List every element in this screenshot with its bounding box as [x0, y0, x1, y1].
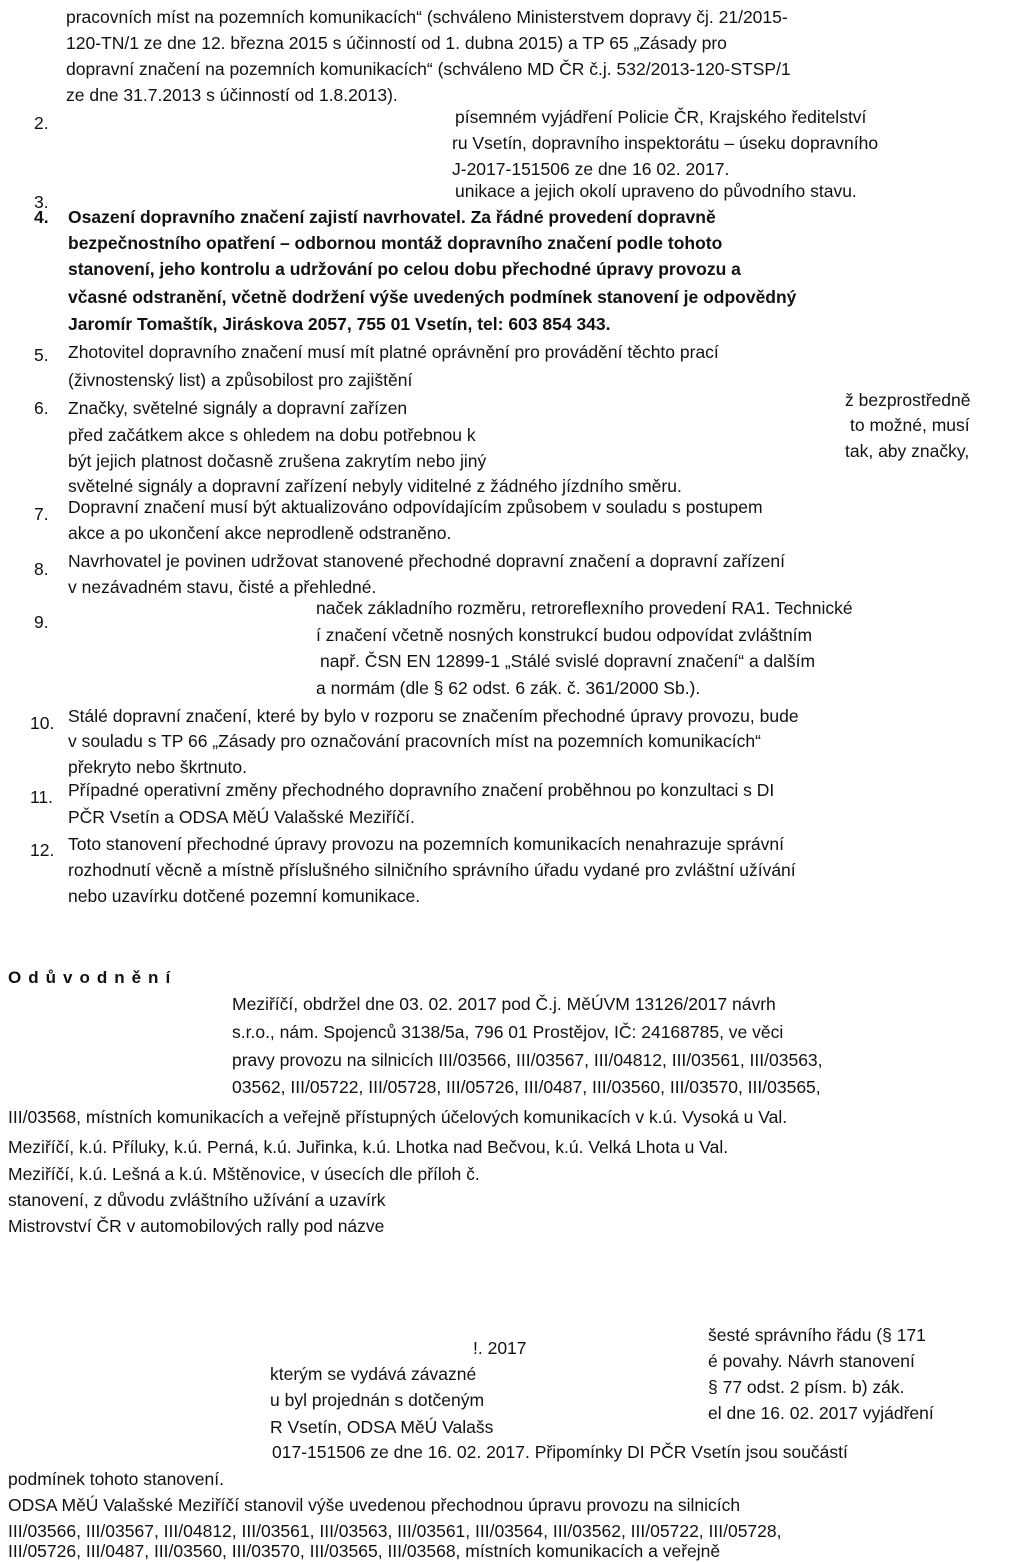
reasoning-line-right: § 77 odst. 2 písm. b) zák. [708, 1377, 905, 1397]
reasoning-line: podmínek tohoto stanovení. [8, 1469, 224, 1489]
item-number: 10. [30, 713, 55, 733]
item2-line: J-2017-151506 ze dne 16 02. 2017. [452, 159, 730, 179]
item8-line: Navrhovatel je povinen udržovat stanovené přechodné dopravní značení a dopravní zařízení [68, 551, 785, 571]
reasoning-line: s.r.o., nám. Spojenců 3138/5a, 796 01 Prostějov, IČ: 24168785, ve věci [232, 1022, 784, 1042]
reasoning-line-right: šesté správního řádu (§ 171 [708, 1325, 926, 1345]
item6-line-right: tak, aby značky, [845, 441, 970, 461]
item11-line: PČR Vsetín a ODSA MěÚ Valašské Meziříčí. [68, 807, 415, 827]
reasoning-line: pravy provozu na silnicích III/03566, III/03567, III/04812, III/03561, III/03563, [232, 1050, 823, 1070]
reasoning-line: stanovení, z důvodu zvláštního užívání a uzavírk [8, 1190, 386, 1210]
item3-line: unikace a jejich okolí upraveno do původního stavu. [455, 181, 857, 201]
item6-line: být jejich platnost dočasně zrušena zakrytím nebo jiný [68, 451, 487, 471]
item4-line: bezpečnostního opatření – odbornou montáž dopravního značení podle tohoto [68, 233, 723, 253]
item6-line-right: to možné, musí [850, 415, 970, 435]
item4-line: včasné odstranění, včetně dodržení výše uvedených podmínek stanovení je odpovědný [68, 287, 797, 307]
item9-line: např. ČSN EN 12899-1 „Stálé svislé dopravní značení“ a dalším [320, 651, 816, 671]
item-number: 11. [30, 787, 54, 807]
item6-line: světelné signály a dopravní zařízení nebyly viditelné z žádného jízdního směru. [68, 476, 682, 496]
item-number: 5. [34, 345, 49, 365]
reasoning-line: 017-151506 ze dne 16. 02. 2017. Připomínky DI PČR Vsetín jsou součástí [272, 1442, 848, 1462]
reasoning-line: kterým se vydává závazné [270, 1364, 477, 1384]
reasoning-line-right: el dne 16. 02. 2017 vyjádření [708, 1403, 934, 1423]
item9-line: naček základního rozměru, retroreflexního provedení RA1. Technické [316, 598, 853, 618]
item1-line: pracovních míst na pozemních komunikacích“ (schváleno Ministerstvem dopravy čj. 21/2015- [66, 7, 788, 27]
item-number: 3. [34, 192, 49, 212]
item12-line: nebo uzavírku dotčené pozemní komunikace. [68, 886, 421, 906]
item-number: 2. [34, 113, 49, 133]
reasoning-line: III/03568, místních komunikacích a veřejně přístupných účelových komunikacích v k.ú. Vysoká u Val. [8, 1107, 788, 1127]
reasoning-line: ODSA MěÚ Valašské Meziříčí stanovil výše uvedenou přechodnou úpravu provozu na silnicích [8, 1495, 741, 1515]
item2-line: písemném vyjádření Policie ČR, Krajského ředitelství [455, 107, 867, 127]
item6-line: Značky, světelné signály a dopravní zařízen [68, 398, 408, 418]
item4-line: Jaromír Tomaštík, Jiráskova 2057, 755 01 Vsetín, tel: 603 854 343. [68, 314, 611, 334]
item10-line: Stálé dopravní značení, které by bylo v rozporu se značením přechodné úpravy provozu, bude [68, 706, 799, 726]
item-number: 7. [34, 504, 49, 524]
reasoning-line: III/05726, III/0487, III/03560, III/03570, III/03565, III/03568, místních komunikacích a veřejně [8, 1541, 721, 1561]
item-number: 4. [34, 207, 49, 227]
reasoning-line: Mistrovství ČR v automobilových rally pod názve [8, 1216, 385, 1236]
reasoning-line: 03562, III/05722, III/05728, III/05726, III/0487, III/03560, III/03570, III/03565, [232, 1077, 821, 1097]
item1-line: dopravní značení na pozemních komunikacích“ (schváleno MD ČR č.j. 532/2013-120-STSP/1 [66, 59, 791, 79]
item4-line: stanovení, jeho kontrolu a udržování po celou dobu přechodné úpravy provozu a [68, 259, 741, 279]
reasoning-line: u byl projednán s dotčeným [270, 1390, 485, 1410]
item8-line: v nezávadném stavu, čisté a přehledné. [68, 577, 377, 597]
item6-line-right: ž bezprostředně [845, 390, 971, 410]
item10-line: v souladu s TP 66 „Zásady pro označování pracovních míst na pozemních komunikacích“ [68, 731, 761, 751]
section-heading: Odůvodnění [8, 968, 178, 987]
item-number: 8. [34, 559, 49, 579]
reasoning-line: Meziříčí, obdržel dne 03. 02. 2017 pod Č.j. MěÚVM 13126/2017 návrh [232, 994, 776, 1014]
item1-line: ze dne 31.7.2013 s účinností od 1.8.2013). [66, 85, 398, 105]
item7-line: Dopravní značení musí být aktualizováno odpovídajícím způsobem v souladu s postupem [68, 497, 763, 517]
reasoning-line: R Vsetín, ODSA MěÚ Valašs [270, 1417, 494, 1437]
reasoning-line-right: é povahy. Návrh stanovení [708, 1351, 915, 1371]
item12-line: rozhodnutí věcně a místně příslušného silničního správního úřadu vydané pro zvláštní užívání [68, 860, 796, 880]
item5-line: (živnostenský list) a způsobilost pro zajištění [68, 370, 413, 390]
item10-line: překryto nebo škrtnuto. [68, 757, 247, 777]
item-number: 9. [34, 612, 49, 632]
reasoning-line: Meziříčí, k.ú. Lešná a k.ú. Mštěnovice, v úsecích dle příloh č. [8, 1164, 480, 1184]
item9-line: a normám (dle § 62 odst. 6 zák. č. 361/2000 Sb.). [316, 678, 701, 698]
item-number: 6. [34, 398, 49, 418]
item2-line: ru Vsetín, dopravního inspektorátu – úseku dopravního [452, 133, 879, 153]
item11-line: Případné operativní změny přechodného dopravního značení proběhnou po konzultaci s DI [68, 780, 775, 800]
item4-line: Osazení dopravního značení zajistí navrhovatel. Za řádné provedení dopravně [68, 207, 716, 227]
reasoning-line: !. 2017 [473, 1338, 527, 1358]
reasoning-line: III/03566, III/03567, III/04812, III/03561, III/03563, III/03561, III/03564, III/03562, III/05722, III/05728, [8, 1521, 782, 1541]
item1-line: 120-TN/1 ze dne 12. března 2015 s účinností od 1. dubna 2015) a TP 65 „Zásady pro [66, 33, 727, 53]
item-number: 12. [30, 840, 55, 860]
item9-line: í značení včetně nosných konstrukcí budou odpovídat zvláštním [316, 625, 813, 645]
item5-line: Zhotovitel dopravního značení musí mít platné oprávnění pro provádění těchto prací [68, 342, 719, 362]
reasoning-line: Meziříčí, k.ú. Příluky, k.ú. Perná, k.ú. Juřinka, k.ú. Lhotka nad Bečvou, k.ú. Velká Lhota u Val. [8, 1137, 729, 1157]
item6-line: před začátkem akce s ohledem na dobu potřebnou k [68, 425, 476, 445]
item12-line: Toto stanovení přechodné úpravy provozu na pozemních komunikacích nenahrazuje správní [68, 834, 784, 854]
item7-line: akce a po ukončení akce neprodleně odstraněno. [68, 523, 452, 543]
